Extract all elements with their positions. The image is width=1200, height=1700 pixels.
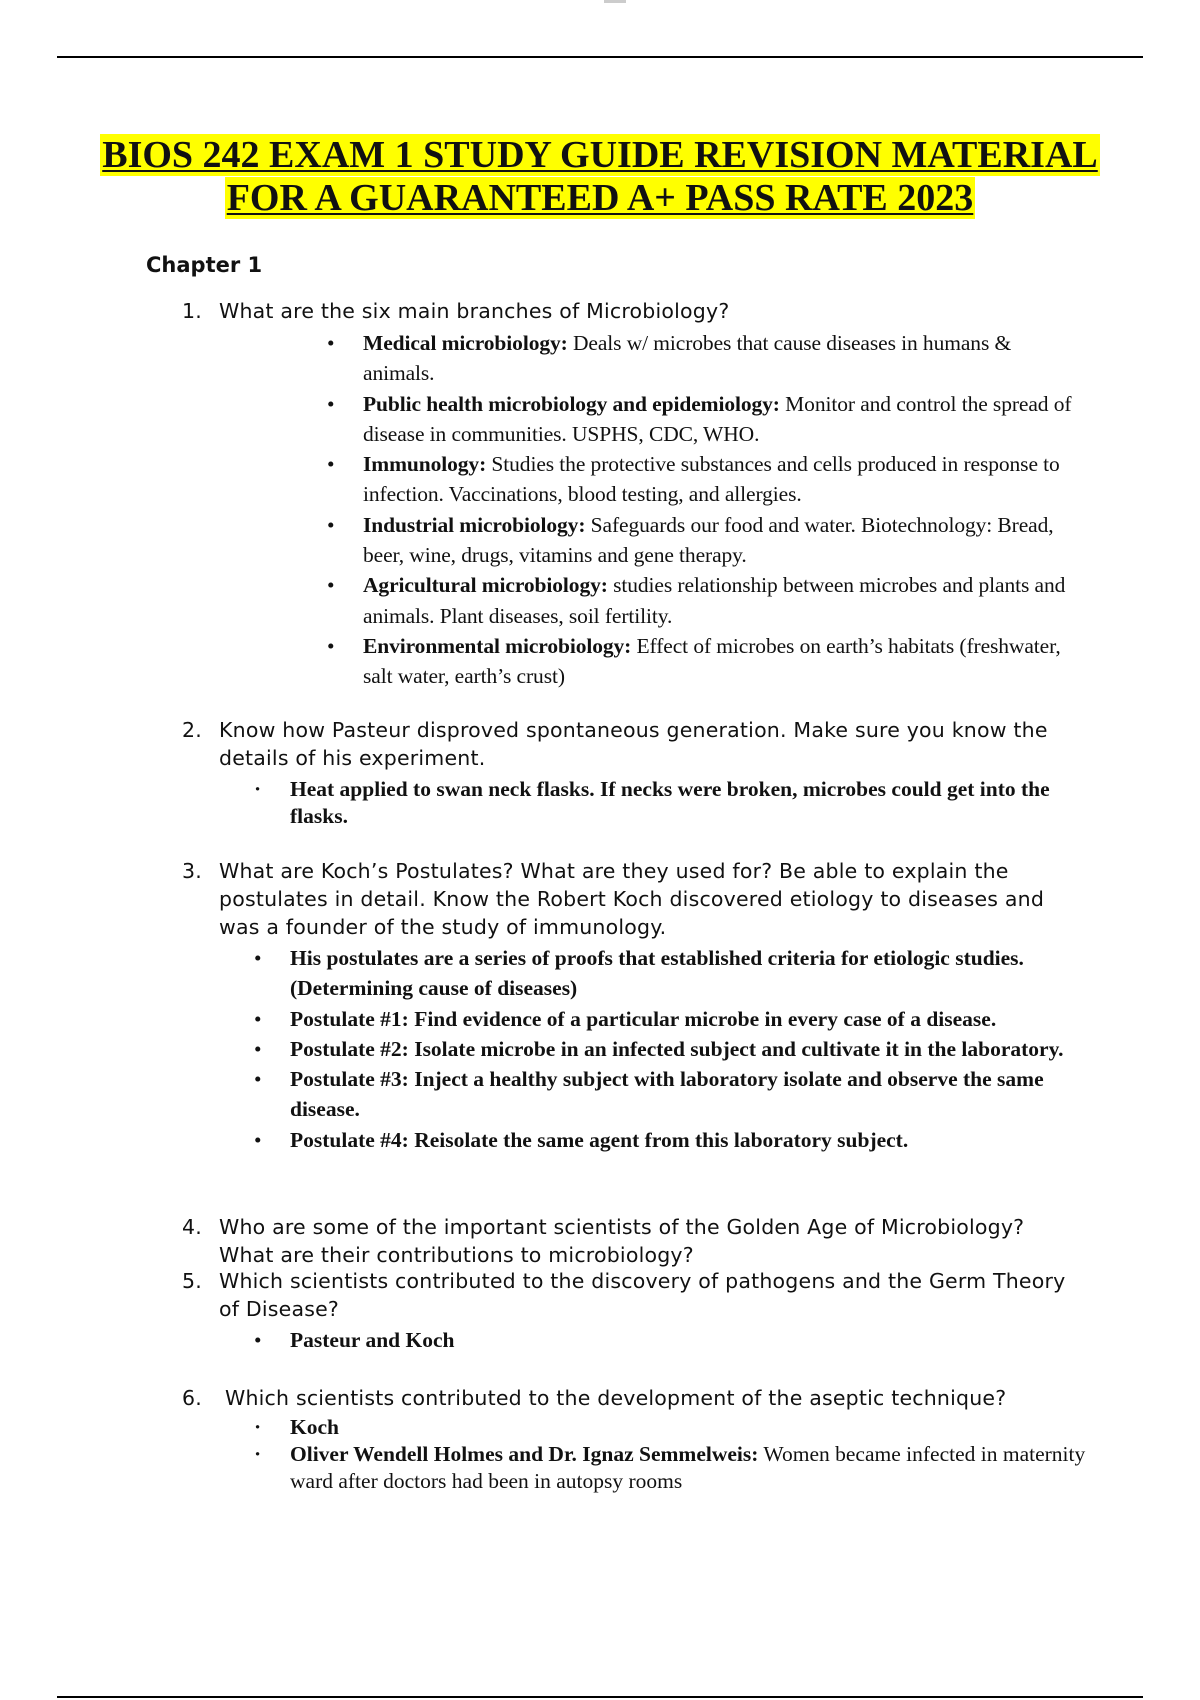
question-6 [182,1384,1082,1412]
item-desc: Monitor and control the spread of disease in communities. USPHS, CDC, WHO. [363,391,1072,446]
page-top-mark [604,0,626,3]
title-line-1: BIOS 242 EXAM 1 STUDY GUIDE REVISION MATERIAL [102,134,1098,176]
list-item [290,1414,1100,1441]
list-item: · Heat applied to swan neck flasks. If necks were broken, microbes could get into the flasks. [290,776,1080,830]
question-text: Know how Pasteur disproved spontaneous generation. Make sure you know the details of his experiment. [219,718,1048,770]
aseptic-list [290,1414,1100,1495]
list-item [290,1441,1100,1495]
list-item: • Postulate #3: Inject a healthy subject with laboratory isolate and observe the same disease. [290,1064,1100,1125]
title-line-2: FOR A GUARANTEED A+ PASS RATE 2023 [226,177,974,219]
item-desc: Studies the protective substances and cells produced in response to infection. Vaccinations, blood testing, and allergies. [363,452,1060,507]
list-item: • Postulate #2: Isolate microbe in an infected subject and cultivate it in the laboratory. [290,1034,1100,1064]
question-text: What are Koch’s Postulates? What are they used for? Be able to explain the postulates in detail. Know the Robert Koch discovered etiology to diseases and was a founder of the study of immunology. [219,859,1045,939]
item-term: Koch [290,1415,339,1439]
branches-list [363,328,1083,692]
koch-postulates-list [290,943,1100,1155]
list-item [363,631,1083,692]
item-term: Immunology: [363,452,487,477]
item-term: Industrial microbiology: [363,512,586,537]
question-1 [182,297,1082,325]
list-item: • His postulates are a series of proofs that established criteria for etiologic studies. (Determining cause of diseases) [290,943,1100,1004]
question-3 [182,857,1082,941]
item-desc: Women became infected in maternity ward after doctors had been in autopsy rooms [290,1442,1086,1493]
list-item [363,510,1083,571]
item-term: Environmental microbiology: [363,633,632,658]
list-item [363,449,1083,510]
item-desc: studies relationship between microbes and plants and animals. Plant diseases, soil fertility. [363,573,1066,628]
list-item [363,570,1083,631]
chapter-heading: Chapter 1 [146,253,263,277]
item-term: Agricultural microbiology: [363,573,608,598]
item-desc: Safeguards our food and water. Biotechnology: Bread, beer, wine, drugs, vitamins and gene therapy. [363,512,1054,568]
item-desc: Effect of microbes on earth’s habitats (freshwater, salt water, earth’s crust) [363,633,1061,689]
question-5 [182,1267,1082,1323]
item-term: Oliver Wendell Holmes and Dr. Ignaz Semmelweis: [290,1442,759,1466]
list-item [363,389,1083,450]
item-term: Medical microbiology: [363,331,568,355]
question-text: Which scientists contributed to the development of the aseptic technique? [225,1386,1007,1410]
list-item [363,328,1083,389]
question-2 [182,716,1082,772]
pasteur-list [290,776,1080,830]
question-text: What are the six main branches of Microbiology? [219,299,730,323]
question-number: 2. [182,718,202,742]
item-desc: Deals w/ microbes that cause diseases in humans & animals. [363,331,1012,386]
question-number: 1. [182,299,202,323]
list-item: • Postulate #4: Reisolate the same agent from this laboratory subject. [290,1125,1100,1155]
question-number: 3. [182,859,202,883]
top-rule [57,56,1143,58]
document-title [0,134,1200,220]
question-4 [182,1213,1082,1269]
bottom-rule [57,1696,1143,1698]
question-text: Which scientists contributed to the discovery of pathogens and the Germ Theory of Disease? [219,1269,1066,1321]
list-item: • Pasteur and Koch [290,1326,1080,1354]
question-number: 6. [182,1386,202,1410]
question-text: Who are some of the important scientists of the Golden Age of Microbiology? What are their contributions to microbiology? [219,1215,1025,1267]
question-number: 5. [182,1269,202,1293]
question-number: 4. [182,1215,202,1239]
list-item: • Postulate #1: Find evidence of a particular microbe in every case of a disease. [290,1004,1100,1034]
item-term: Public health microbiology and epidemiology: [363,391,780,416]
germ-theory-list [290,1326,1080,1354]
